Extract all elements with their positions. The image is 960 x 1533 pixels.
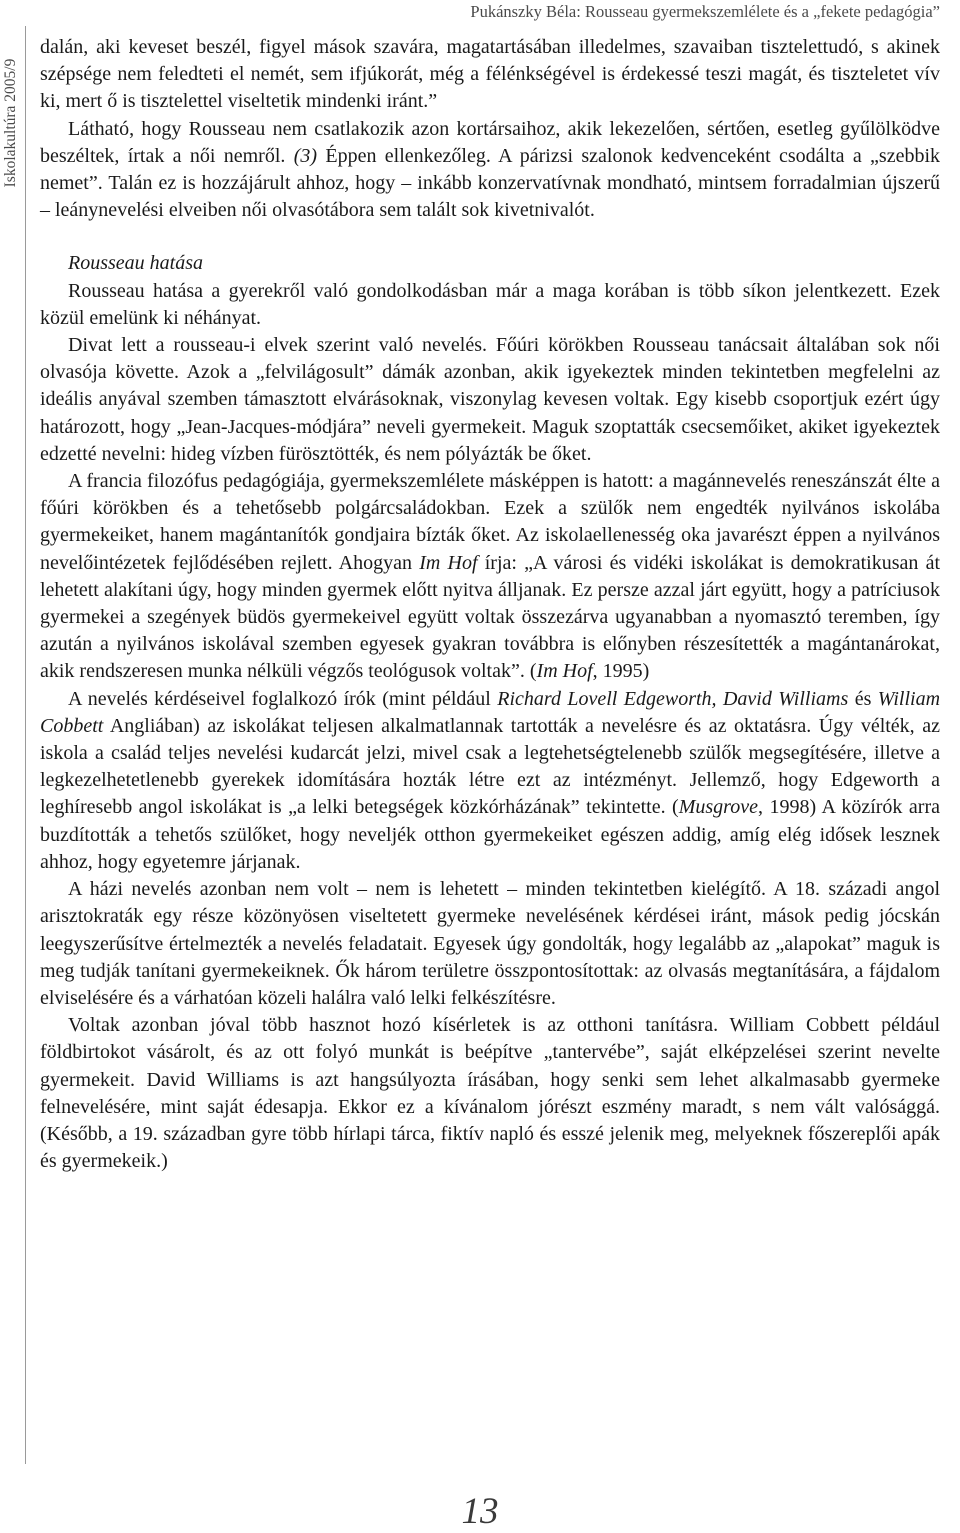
paragraph-text: Éppen ellenkezőleg. A párizsi szalonok kedvenceként csodálta a „szebbik nemet”. Talán ez is hozzájárult ahhoz, hogy – inkább konzervatívnak mondható, mintsem forradalmian újszerű – leánynevelési elveiben női olvasótábora sem talált sok kivetnivalót.: [40, 144, 941, 222]
author-name: William Cobbett: [40, 687, 941, 737]
paragraph-text: A francia filozófus pedagógiája, gyermekszemlélete másképpen is hatott: a magánnevelés reneszánszát élte a főúri körökben és a tehetősebb polgárcsaládokban. Ezek a szülők nem engedték nyilvános iskolába gyermekeiket, hanem magántanítók gondjaira bízták őket. Az iskolaellenesség oka javarészt éppen a nyilvános nevelőintézetek fejlődésében rejlett. Ahogyan: [40, 470, 940, 574]
conjunction: és: [854, 687, 872, 710]
margin-rule: [25, 26, 26, 1464]
running-header: Pukánszky Béla: Rousseau gyermekszemlélete és a „fekete pedagógia”: [470, 2, 940, 21]
paragraph-continuation: dalán, aki keveset beszél, figyel mások szavára, magatartásában illedelmes, szavaiban tisztelettudó, s akinek szépsége nem feledteti el nemét, sem ifjúkorát, még a félénkségével is érdekessé teszi magát, és tiszteletet vív ki, mert ő is tisztelettel viseltetik mindenki iránt.”: [40, 36, 940, 113]
author-names: Richard Lovell Edgeworth, David Williams: [497, 687, 849, 710]
citation-author: Im Hof: [536, 660, 593, 683]
paragraph: Voltak azonban jóval több hasznot hozó kísérletek is az otthoni tanításra. William Cobbett például földbirtokot vásárolt, és az ott folyó munkát is beépítve „tantervébe”, saját elképzelései szerint nevelte gyermekeit. David Williams is azt hangsúlyozta írásában, hogy senki sem lehet alkalmasabb gyermeke felnevelésére, mint saját édesapja. Ekkor ez a kívánalom jórészt eszmény maradt, s nem vált valósággá. (Később, a 19. században gyre több hírlapi tárca, fiktív napló és esszé jelenik meg, melyeknek főszereplői apák és gyermekeik.): [40, 1014, 940, 1173]
paragraph-text: Látható, hogy Rousseau nem csatlakozik azon kortársaihoz, akik lekezelően, sértően, esetleg gyűlölködve beszéltek, írtak a női nemről.: [40, 117, 940, 167]
paragraph: [40, 686, 940, 876]
paragraph: A házi nevelés azonban nem volt – nem is lehetett – minden tekintetben kielégítő. A 18. századi angol arisztokraták egy része közönyösen viseltetett gyermeke nevelésének kérdései iránt, mások pedig jócskán leegyszerűsítve értelmezték a nevelés feladatait. Egyesek úgy gondolták, hogy legalább az „alapokat” maguk is meg tudják tanítani gyermekeiknek. Ők három területre összpontosítottak: az olvasás megtanítására, a fájdalom elviselésére és a várhatóan közeli halálra való lelki felkészítésre.: [40, 878, 940, 1009]
reference-marker: (3): [293, 144, 318, 167]
citation-author: Musgrove: [678, 796, 758, 819]
paragraph: [40, 116, 940, 225]
paragraph-text: Angliában) az iskolákat teljesen alkalmatlannak tartották a nevelésre és az oktatásra. Úgy vélték, az iskola a család teljes nevelési kudarcát jelzi, mivel csak a legtehetségtelenebb szülők megsegítésére, illetve a legkezelhetetlenebb gyerekek idomítására hozták létre ezt az intézményt. Jellemző, hogy Edgeworth a leghíresebb angol iskolákat is „a lelki betegségek közkórházának” tekintette. (: [40, 714, 940, 819]
paragraph: Rousseau hatása a gyerekről való gondolkodásban már a maga korában is több síkon jelentkezett. Ezek közül emelünk ki néhányat.: [40, 279, 940, 329]
paragraph: Divat lett a rousseau-i elvek szerint való nevelés. Főúri körökben Rousseau tanácsait általában sok női olvasója követte. Azok a „felvilágosult” dámák azonban, akik igyekeztek minden tekintetben megfelelni az ideális anyával szemben támasztott elvárásoknak, viszonylag kevesen voltak. Egy kisebb csoportjuk ezért úgy határozott, hogy „Jean-Jacques-módjára” neveli gyermekeit. Maguk szoptatták csecsemőiket, akiket igyekeztek edzetté nevelni: hideg vízben fürösztötték, és nem pólyázták be őket.: [40, 334, 940, 465]
paragraph-text: , 1998) A közírók arra buzdították a tehetős szülőket, hogy neveljék otthon gyermekeiket egészen addig, amíg elég idősek lesznek ahhoz, hogy egyetemre járjanak.: [40, 796, 940, 873]
page-number: 13: [461, 1491, 499, 1532]
page-body: [40, 34, 940, 1175]
paragraph-text: A nevelés kérdéseivel foglalkozó írók (mint például: [68, 687, 491, 710]
section-heading: Rousseau hatása: [68, 252, 203, 275]
journal-side-label: Iskolakultúra 2005/9: [2, 58, 19, 188]
paragraph-text: írja: „A városi és vidéki iskolákat is demokratikusan át lehetett alakítani úgy, hogy minden gyermek előtt nyitva álljanak. Ez persze azzal járt együtt, hogy a patríciusok gyermekei a szegények büdös gyermekeivel együtt voltak összezárva ugyanabban a nyomasztó teremben, így azután a nyilvános iskolával szemben egyesek gyakran továbbra is előnyben részesítették a magántanárokat, akik rendszeresen munka nélküli végzős teológusok voltak”. (: [40, 551, 940, 683]
citation-year: , 1995): [592, 660, 650, 683]
cited-author: Im Hof: [419, 551, 478, 574]
paragraph: [40, 468, 940, 686]
